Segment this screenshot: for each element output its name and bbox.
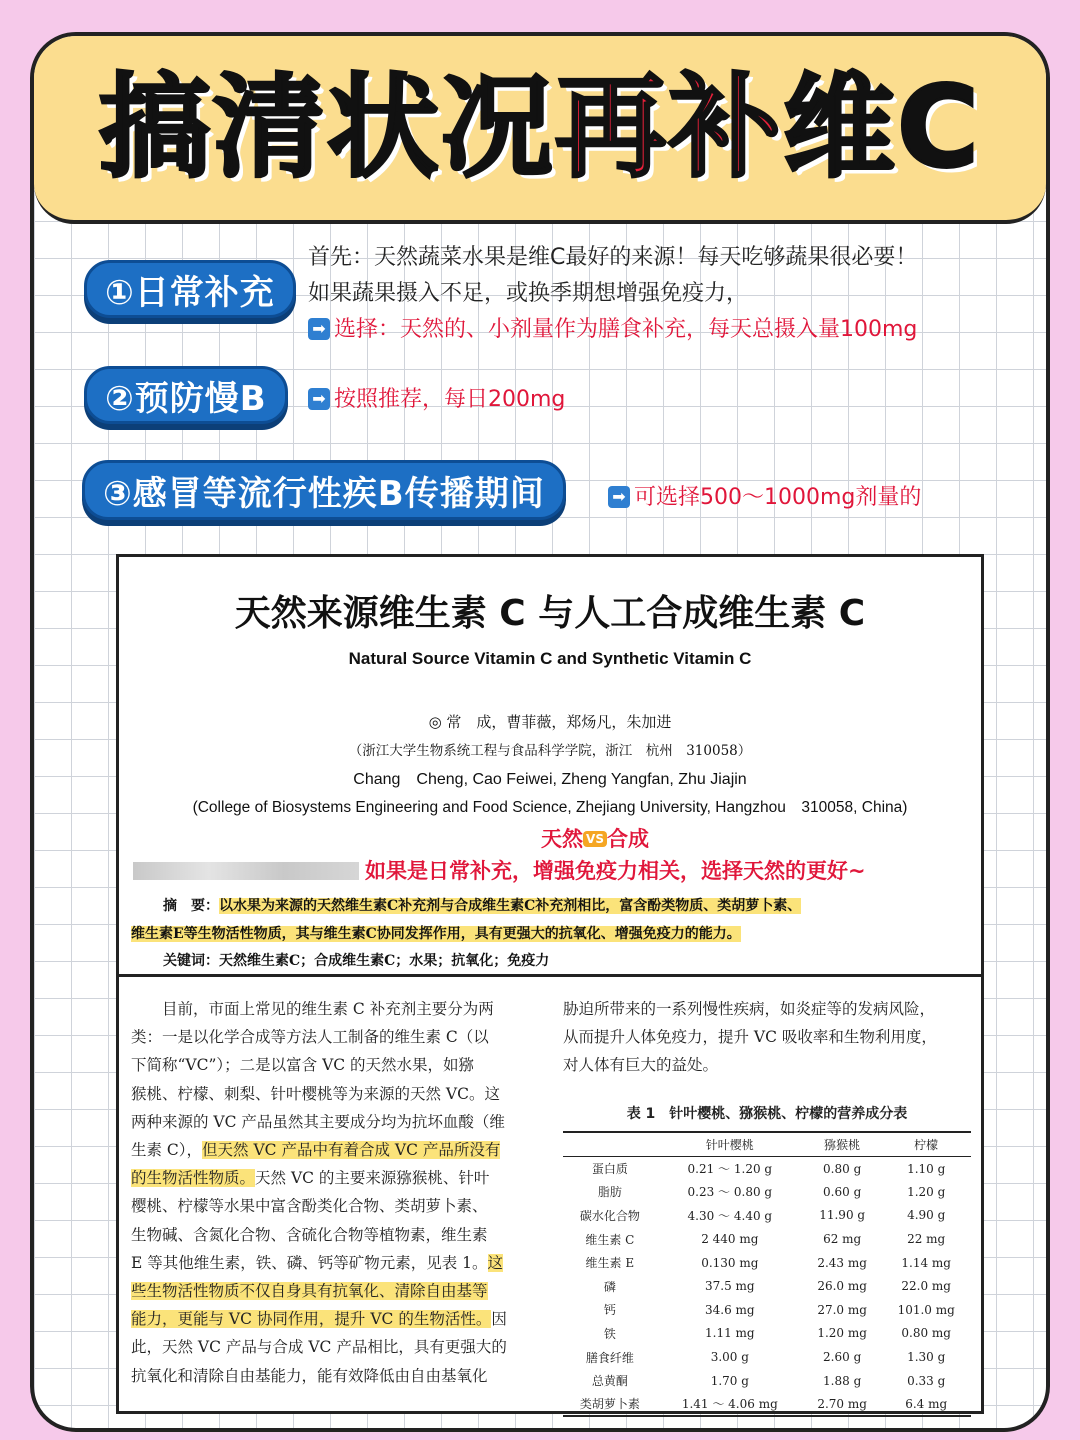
table-cell: 1.30 g xyxy=(907,1350,946,1365)
table-cell: 维生素 C xyxy=(585,1232,635,1247)
body-line: 下简称“VC”）；二是以富含 VC 的天然水果，如猕 xyxy=(131,1056,475,1075)
paper-header xyxy=(116,554,984,978)
abstract-line-2 xyxy=(131,923,741,943)
blurred-text xyxy=(133,862,359,880)
title-part-1: 搞清状况 xyxy=(98,63,555,193)
title-part-2: 再补 xyxy=(554,63,783,193)
table-cell: 铁 xyxy=(603,1326,616,1341)
table-cell: 碳水化合物 xyxy=(579,1208,640,1223)
table-row xyxy=(563,1392,971,1416)
keywords-line xyxy=(163,950,549,970)
right-column xyxy=(563,995,975,1080)
table-cell: 磷 xyxy=(603,1279,616,1294)
body-line: 此，天然 VC 产品与合成 VC 产品相比，具有更强大的 xyxy=(131,1338,507,1357)
table-row xyxy=(563,1322,971,1346)
table-cell: 6.4 mg xyxy=(881,1392,971,1416)
arrow-icon: ➡ xyxy=(308,388,330,410)
body-line: 能力，更能与 VC 协同作用，提升 VC 的生物活性。因 xyxy=(131,1310,507,1329)
page-title xyxy=(98,63,982,193)
tag-daily-supplement-label: ①日常补充 xyxy=(105,272,275,313)
body-line: 目前，市面上常见的维生素 C 补充剂主要分为两 xyxy=(131,1000,494,1018)
table-cell: 2.60 g xyxy=(823,1350,862,1365)
table-caption: 表 1 针叶樱桃、猕猴桃、柠檬的营养成分表 xyxy=(626,1106,908,1122)
vs-label xyxy=(119,823,981,853)
table-cell: 3.00 g xyxy=(710,1350,749,1365)
keywords-label: 关键词： xyxy=(163,953,219,969)
body-line: 生素 C），但天然 VC 产品中有着合成 VC 产品所没有 xyxy=(131,1141,501,1160)
table-cell: 1.11 mg xyxy=(705,1326,755,1341)
body-line: 从而提升人体免疫力，提升 VC 吸收率和生物利用度， xyxy=(563,1028,937,1047)
body-line: E 等其他维生素，铁、磷、钙等矿物元素，见表 1。这 xyxy=(131,1253,504,1272)
line-choice-100mg-text: 选择：天然的、小剂量作为膳食补充，每天总摄入量100mg xyxy=(334,317,918,342)
body-line: 两种来源的 VC 产品虽然其主要成分均为抗坏血酸（维 xyxy=(131,1112,505,1131)
abstract-line-1 xyxy=(163,895,801,915)
table-cell: 2 440 mg xyxy=(701,1232,759,1247)
paper-affiliation-en: (College of Biosystems Engineering and Food Science, Zhejiang University, Hangzhou 310058, China) xyxy=(192,799,908,816)
paper-title-en: Natural Source Vitamin C and Synthetic Vitamin C xyxy=(348,649,752,668)
line-500-1000mg-text: 可选择500～1000mg剂量的 xyxy=(634,485,922,510)
table-cell: 1.14 mg xyxy=(901,1255,951,1270)
table-row xyxy=(563,1227,971,1251)
table-cell: 0.80 mg xyxy=(901,1326,951,1341)
table-body xyxy=(563,1157,971,1417)
line-200mg-text: 按照推荐，每日200mg xyxy=(334,387,566,412)
body-line: 抗氧化和清除自由基能力，能有效降低由自由基氧化 xyxy=(131,1366,488,1385)
table-header-cell: 针叶樱桃 xyxy=(657,1132,803,1157)
table-row xyxy=(563,1274,971,1298)
table-cell: 总黄酮 xyxy=(591,1374,628,1389)
paper-body xyxy=(116,974,984,1414)
table-cell: 0.33 g xyxy=(907,1373,946,1388)
table-cell: 1.20 mg xyxy=(817,1326,867,1341)
header-banner xyxy=(34,36,1046,224)
tag-daily-supplement xyxy=(84,260,296,318)
tag-flu-season-label: ③感冒等流行性疾B传播期间 xyxy=(103,473,545,514)
paper-authors-en: Chang Cheng, Cao Feiwei, Zheng Yangfan, Zhu Jiajin xyxy=(353,771,747,788)
table-header-cell: 柠檬 xyxy=(881,1132,971,1157)
table-cell: 2.70 mg xyxy=(803,1392,881,1416)
paper-affiliation-cn: （浙江大学生物系统工程与食品科学学院，浙江 杭州 310058） xyxy=(348,743,752,759)
body-line: 生物碱、含氮化合物、含硫化合物等植物素，维生素 xyxy=(131,1225,488,1244)
vs-natural: 天然 xyxy=(541,827,584,851)
table-cell: 101.0 mg xyxy=(897,1302,955,1317)
table-cell: 37.5 mg xyxy=(705,1279,755,1294)
body-line: 的生物活性物质。天然 VC 的主要来源猕猴桃、针叶 xyxy=(131,1169,490,1188)
table-cell: 0.80 g xyxy=(823,1161,862,1176)
table-cell: 钙 xyxy=(603,1303,616,1318)
line-choice-100mg xyxy=(308,312,917,343)
table-cell: 脂肪 xyxy=(597,1185,622,1200)
table-cell: 22.0 mg xyxy=(901,1279,951,1294)
arrow-icon: ➡ xyxy=(308,318,330,340)
vs-badge: VS xyxy=(583,831,607,847)
title-part-3: 维C xyxy=(782,63,982,193)
table-cell: 蛋白质 xyxy=(591,1162,628,1177)
table-cell: 1.10 g xyxy=(907,1161,946,1176)
table-row xyxy=(563,1345,971,1369)
table-row xyxy=(563,1180,971,1204)
keywords-text: 天然维生素C；合成维生素C；水果；抗氧化；免疫力 xyxy=(219,953,550,969)
table-cell: 0.130 mg xyxy=(701,1255,759,1270)
body-line: 对人体有巨大的益处。 xyxy=(563,1056,719,1075)
table-cell: 0.21 ～ 1.20 g xyxy=(687,1162,773,1177)
tag-prevent-chronic-label: ②预防慢B xyxy=(105,378,267,419)
table-cell: 27.0 mg xyxy=(817,1302,867,1317)
paper-title: 天然来源维生素 C 与人工合成维生素 C xyxy=(234,593,866,634)
body-line: 胁迫所带来的一系列慢性疾病，如炎症等的发病风险， xyxy=(563,1000,936,1018)
table-cell: 维生素 E xyxy=(585,1256,635,1271)
table-header-row xyxy=(563,1132,971,1157)
nutrition-table xyxy=(563,1131,971,1417)
table-row xyxy=(563,1204,971,1228)
recommendation-note xyxy=(133,855,866,885)
table-header-cell: 猕猴桃 xyxy=(803,1132,881,1157)
arrow-icon: ➡ xyxy=(608,486,630,508)
table-cell: 1.70 g xyxy=(710,1373,749,1388)
table-row xyxy=(563,1369,971,1393)
left-column xyxy=(131,995,551,1390)
body-line: 猴桃、柠檬、刺梨、针叶樱桃等为来源的天然 VC。这 xyxy=(131,1084,500,1103)
line-200mg xyxy=(308,382,565,413)
table-cell: 4.30 ～ 4.40 g xyxy=(687,1208,773,1223)
table-row xyxy=(563,1298,971,1322)
table-cell: 34.6 mg xyxy=(705,1302,755,1317)
card xyxy=(30,32,1050,1432)
table-cell: 0.23 ～ 0.80 g xyxy=(687,1185,773,1200)
table-cell: 1.20 g xyxy=(907,1184,946,1199)
table-cell: 26.0 mg xyxy=(817,1279,867,1294)
body-line: 些生物活性物质不仅自身具有抗氧化、清除自由基等 xyxy=(131,1282,488,1301)
abstract-text-2: 维生素E等生物活性物质，其与维生素C协同发挥作用，具有更强大的抗氧化、增强免疫力的能力。 xyxy=(131,926,741,942)
table-cell: 22 mg xyxy=(907,1232,946,1247)
table-cell: 2.43 mg xyxy=(817,1255,867,1270)
table-cell: 1.41 ～ 4.06 mg xyxy=(657,1392,803,1416)
table-row xyxy=(563,1251,971,1275)
table-row xyxy=(563,1157,971,1181)
line-insufficient-intake: 如果蔬果摄入不足，或换季期想增强免疫力， xyxy=(308,281,749,306)
table-header-cell xyxy=(563,1132,657,1157)
line-500-1000mg xyxy=(608,480,921,511)
paper-authors-cn: ◎ 常 成，曹菲薇，郑炀凡，朱加进 xyxy=(428,713,672,731)
table-cell: 11.90 g xyxy=(819,1208,866,1223)
table-cell: 62 mg xyxy=(823,1232,862,1247)
abstract-text-1: 以水果为来源的天然维生素C补充剂与合成维生素C补充剂相比，富含酚类物质、类胡萝卜素、 xyxy=(219,898,802,914)
table-cell: 0.60 g xyxy=(823,1184,862,1199)
vs-synthetic: 合成 xyxy=(606,827,649,851)
abstract-label: 摘 要： xyxy=(163,898,219,914)
table-cell: 类胡萝卜素 xyxy=(563,1392,657,1416)
recommendation-note-text: 如果是日常补充，增强免疫力相关，选择天然的更好~ xyxy=(365,859,866,883)
table-cell: 1.88 g xyxy=(823,1373,862,1388)
tag-prevent-chronic xyxy=(84,366,288,424)
table-cell: 膳食纤维 xyxy=(585,1350,634,1365)
body-line: 类：一是以化学合成等方法人工制备的维生素 C（以 xyxy=(131,1028,489,1047)
line-natural-source: 首先：天然蔬菜水果是维C最好的来源！每天吃够蔬果很必要！ xyxy=(308,245,918,270)
table-cell: 4.90 g xyxy=(907,1208,946,1223)
body-line: 樱桃、柠檬等水果中富含酚类化合物、类胡萝卜素、 xyxy=(131,1197,488,1216)
tag-flu-season xyxy=(82,460,566,520)
